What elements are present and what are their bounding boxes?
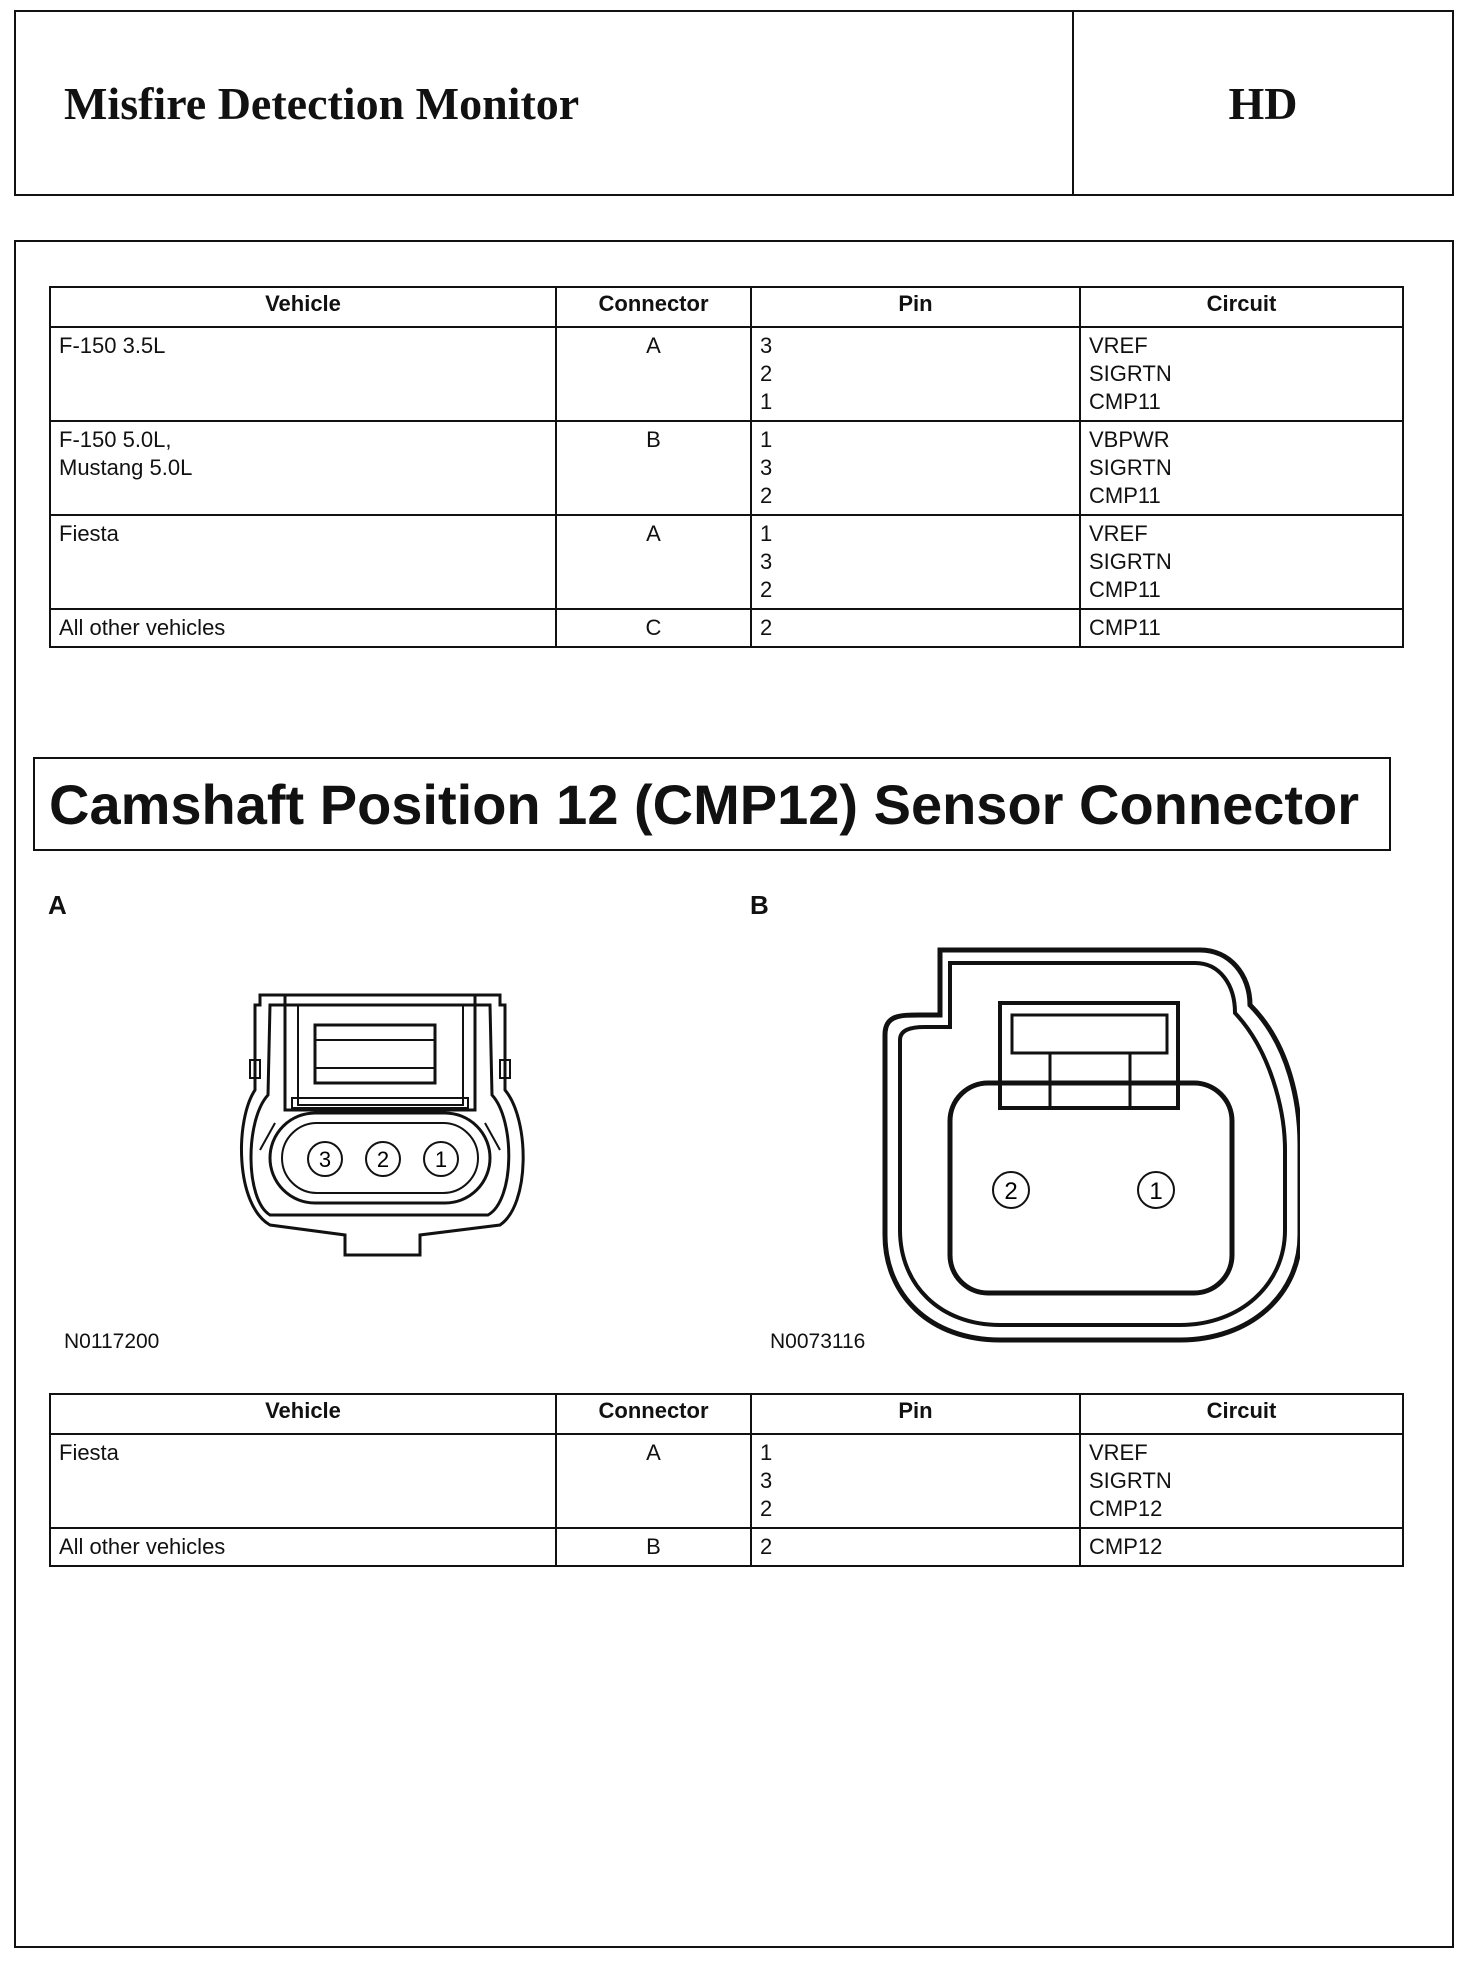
table-row	[50, 327, 1403, 421]
circuits-line: SIGRTN	[1089, 549, 1172, 574]
table-row	[50, 1434, 1403, 1528]
circuits-line: CMP12	[1089, 1496, 1163, 1521]
header-pin: Pin	[751, 287, 1080, 327]
circuits-line: CMP11	[1089, 389, 1161, 414]
pins-line: 3	[760, 1468, 773, 1493]
cmp12-pin-table	[49, 1393, 1404, 1567]
header-circuit: Circuit	[1080, 287, 1403, 327]
header-connector: Connector	[556, 287, 751, 327]
section-code: HD	[1228, 77, 1298, 129]
circuits-line: SIGRTN	[1089, 361, 1172, 386]
pins-line: 1	[760, 389, 773, 414]
pins-line: 2	[760, 361, 773, 386]
vehicle-cell	[50, 609, 556, 647]
pins-line: 3	[760, 333, 773, 358]
pins-line: 3	[760, 549, 773, 574]
pin-cell	[751, 421, 1080, 515]
vehicle-line: F-150 5.0L,	[59, 427, 172, 452]
circuit-cell	[1080, 515, 1403, 609]
circuit-cell	[1080, 609, 1403, 647]
document-title: Misfire Detection Monitor	[16, 12, 1074, 194]
pins-line: 1	[760, 427, 773, 452]
vehicle-cell	[50, 515, 556, 609]
pin-cell	[751, 1528, 1080, 1566]
table-row	[50, 1528, 1403, 1566]
circuits-line: CMP11	[1089, 577, 1161, 602]
figure-a-code: N0117200	[64, 1330, 160, 1353]
pin-cell	[751, 327, 1080, 421]
header-vehicle: Vehicle	[50, 287, 556, 327]
pins-line: 1	[760, 1440, 773, 1465]
pins-line: 1	[760, 521, 773, 546]
pins-line: 3	[760, 455, 773, 480]
circuits-line: CMP12	[1089, 1534, 1163, 1559]
figure-b-code: N0073116	[770, 1330, 866, 1353]
header-connector: Connector	[556, 1394, 751, 1434]
circuits-line: SIGRTN	[1089, 1468, 1172, 1493]
connector-cell: A	[556, 1434, 751, 1528]
pins-line: 2	[760, 1534, 773, 1559]
cmp11-pin-table	[49, 286, 1404, 648]
circuits-line: VREF	[1089, 1440, 1148, 1465]
circuits-line: VREF	[1089, 333, 1148, 358]
table-row	[50, 421, 1403, 515]
vehicle-line: All other vehicles	[59, 1534, 226, 1559]
header-circuit: Circuit	[1080, 1394, 1403, 1434]
header-vehicle: Vehicle	[50, 1394, 556, 1434]
pins-line: 2	[760, 615, 773, 640]
circuit-cell	[1080, 1434, 1403, 1528]
circuit-cell	[1080, 421, 1403, 515]
view-a-label: A	[48, 890, 67, 920]
view-b-label: B	[750, 890, 769, 920]
pin-cell	[751, 1434, 1080, 1528]
pin-cell	[751, 515, 1080, 609]
vehicle-line: Fiesta	[59, 521, 119, 546]
connector-cell: A	[556, 327, 751, 421]
circuit-cell	[1080, 1528, 1403, 1566]
header-pin: Pin	[751, 1394, 1080, 1434]
circuits-line: CMP11	[1089, 483, 1161, 508]
table-row	[50, 515, 1403, 609]
section-title: Camshaft Position 12 (CMP12) Sensor Connector	[33, 757, 1391, 851]
pin-label: 2	[376, 1147, 390, 1172]
pin-label: 2	[1004, 1178, 1018, 1205]
circuits-line: CMP11	[1089, 615, 1161, 640]
vehicle-line: Mustang 5.0L	[59, 455, 193, 480]
pin-cell	[751, 609, 1080, 647]
circuit-cell	[1080, 327, 1403, 421]
vehicle-line: F-150 3.5L	[59, 333, 166, 358]
table-row	[50, 609, 1403, 647]
connector-cell: C	[556, 609, 751, 647]
vehicle-cell	[50, 327, 556, 421]
connector-cell: A	[556, 515, 751, 609]
circuits-line: VBPWR	[1089, 427, 1170, 452]
vehicle-line: Fiesta	[59, 1440, 119, 1465]
vehicle-cell	[50, 421, 556, 515]
vehicle-line: All other vehicles	[59, 615, 226, 640]
pin-label: 3	[318, 1147, 332, 1172]
pins-line: 2	[760, 577, 773, 602]
connector-cell: B	[556, 421, 751, 515]
pin-label: 1	[1149, 1178, 1163, 1205]
connector-cell: B	[556, 1528, 751, 1566]
vehicle-cell	[50, 1434, 556, 1528]
connector-b-diagram	[880, 945, 1300, 1345]
pin-label: 1	[434, 1147, 448, 1172]
circuits-line: VREF	[1089, 521, 1148, 546]
circuits-line: SIGRTN	[1089, 455, 1172, 480]
connector-a-diagram	[230, 990, 530, 1280]
pins-line: 2	[760, 1496, 773, 1521]
pins-line: 2	[760, 483, 773, 508]
vehicle-cell	[50, 1528, 556, 1566]
page-header	[14, 10, 1454, 196]
